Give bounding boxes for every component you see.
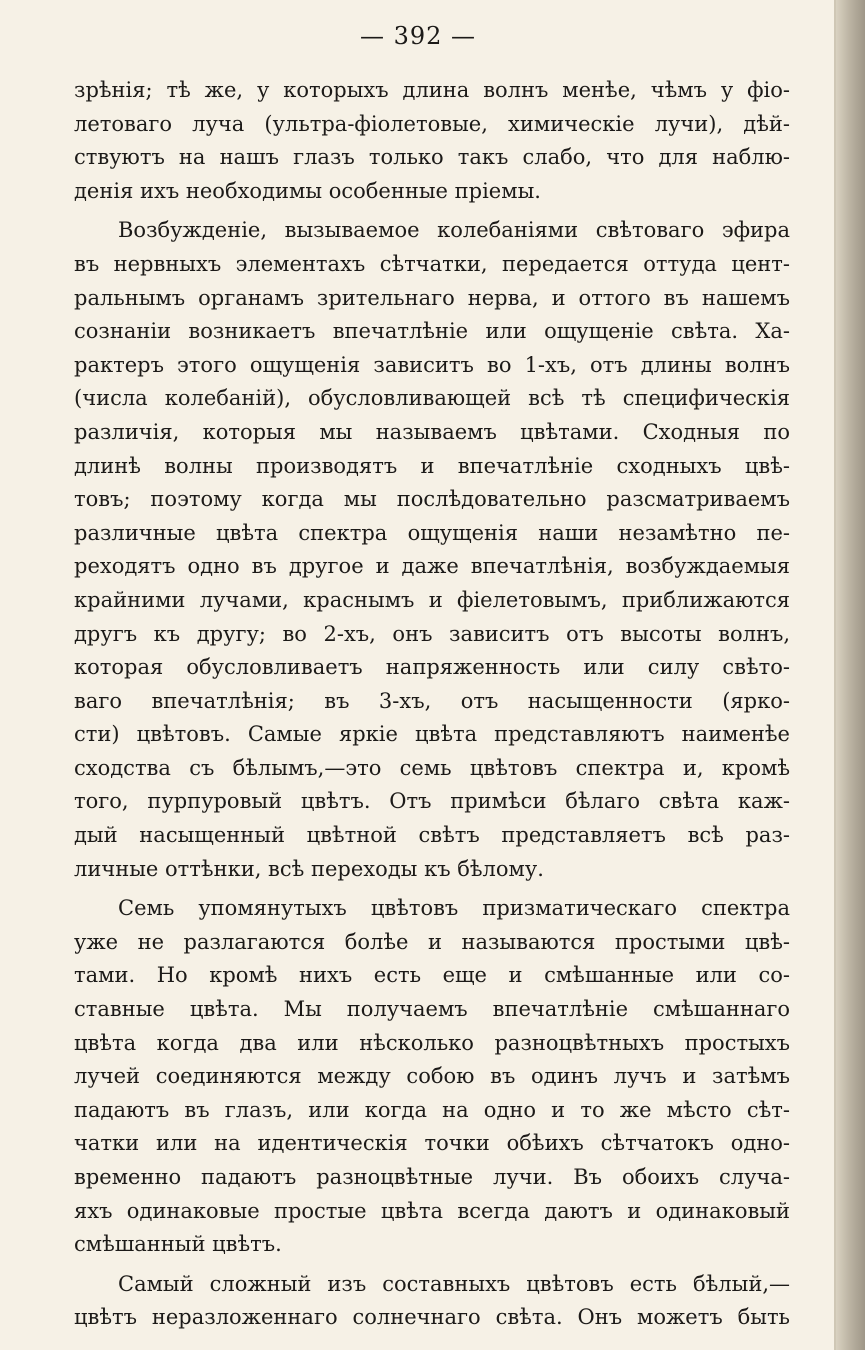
text-line: сти) цвѣтовъ. Самые яркіе цвѣта представляютъ наименѣе	[74, 722, 790, 747]
text-line: Семь упомянутыхъ цвѣтовъ призматическаго спектра	[118, 896, 790, 921]
text-line: Самый сложный изъ составныхъ цвѣтовъ есть бѣлый,—	[118, 1271, 790, 1296]
text-line: летоваго луча (ультра-фіолетовые, химическіе лучи), дѣй-	[74, 111, 790, 136]
text-line: денія ихъ необходимы особенные пріемы.	[74, 178, 541, 203]
text-line: ствуютъ на нашъ глазъ только такъ слабо, что для наблю-	[74, 145, 790, 170]
text-line: ставные цвѣта. Мы получаемъ впечатлѣніе смѣшаннаго	[74, 997, 790, 1022]
text-line: сознаніи возникаетъ впечатлѣніе или ощущеніе свѣта. Ха-	[74, 319, 790, 344]
text-line: реходятъ одно въ другое и даже впечатлѣнія, возбуждаемыя	[74, 554, 790, 579]
text-line: чатки или на идентическія точки обѣихъ сѣтчатокъ одно-	[74, 1131, 790, 1156]
text-line: того, пурпуровый цвѣтъ. Отъ примѣси бѣлаго свѣта каж-	[74, 789, 790, 814]
text-line: зрѣнія; тѣ же, у которыхъ длина волнъ менѣе, чѣмъ у фіо-	[74, 78, 790, 102]
text-line: лучей соединяются между собою въ одинъ лучъ и затѣмъ	[74, 1064, 790, 1089]
paragraph-2	[74, 214, 790, 886]
page-number: — 392 —	[359, 22, 477, 50]
text-line: въ нервныхъ элементахъ сѣтчатки, передается оттуда цент-	[74, 251, 790, 276]
text-line: длинѣ волны производятъ и впечатлѣніе сходныхъ цвѣ-	[74, 453, 790, 478]
text-line: дый насыщенный цвѣтной свѣтъ представляетъ всѣ раз-	[74, 823, 790, 848]
text-line: различія, которыя мы называемъ цвѣтами. Сходныя по	[74, 419, 790, 444]
text-line: другъ къ другу; во 2-хъ, онъ зависитъ отъ высоты волнъ,	[74, 621, 790, 646]
text-line: (числа колебаній), обусловливающей всѣ тѣ специфическія	[74, 386, 790, 411]
book-gutter	[836, 0, 865, 1350]
text-line: которая обусловливаетъ напряженность или силу свѣто-	[74, 655, 790, 680]
text-line: цвѣта когда два или нѣсколько разноцвѣтныхъ простыхъ	[74, 1030, 790, 1055]
text-line: личные оттѣнки, всѣ переходы къ бѣлому.	[74, 856, 544, 881]
body-text	[74, 74, 790, 1335]
text-line: ральнымъ органамъ зрительнаго нерва, и оттого въ нашемъ	[74, 285, 790, 310]
text-line: рактеръ этого ощущенія зависитъ во 1-хъ, отъ длины волнъ	[74, 352, 790, 377]
text-line: тами. Но кромѣ нихъ есть еще и смѣшанные или со-	[74, 963, 790, 988]
text-line: временно падаютъ разноцвѣтные лучи. Въ обоихъ случа-	[74, 1165, 790, 1189]
text-line: уже не разлагаются болѣе и называются простыми цвѣ-	[74, 929, 790, 954]
text-line: смѣшанный цвѣтъ.	[74, 1232, 282, 1257]
paragraph-1	[74, 74, 790, 208]
text-line: цвѣтъ неразложеннаго солнечнаго свѣта. Онъ можетъ быть	[74, 1305, 790, 1330]
text-line: различные цвѣта спектра ощущенія наши незамѣтно пе-	[74, 520, 790, 545]
paragraph-3	[74, 892, 790, 1262]
text-line: сходства съ бѣлымъ,—это семь цвѣтовъ спектра и, кромѣ	[74, 755, 790, 780]
text-line: падаютъ въ глазъ, или когда на одно и то же мѣсто сѣт-	[74, 1097, 790, 1122]
text-line: яхъ одинаковые простые цвѣта всегда даютъ и одинаковый	[74, 1198, 790, 1223]
text-line: крайними лучами, краснымъ и фіелетовымъ, приближаются	[74, 587, 790, 612]
text-line: товъ; поэтому когда мы послѣдовательно разсматриваемъ	[74, 487, 790, 512]
text-line: ваго впечатлѣнія; въ 3-хъ, отъ насыщенности (ярко-	[74, 688, 790, 713]
paragraph-4	[74, 1268, 790, 1335]
text-line: Возбужденіе, вызываемое колебаніями свѣтоваго эфира	[118, 218, 790, 243]
